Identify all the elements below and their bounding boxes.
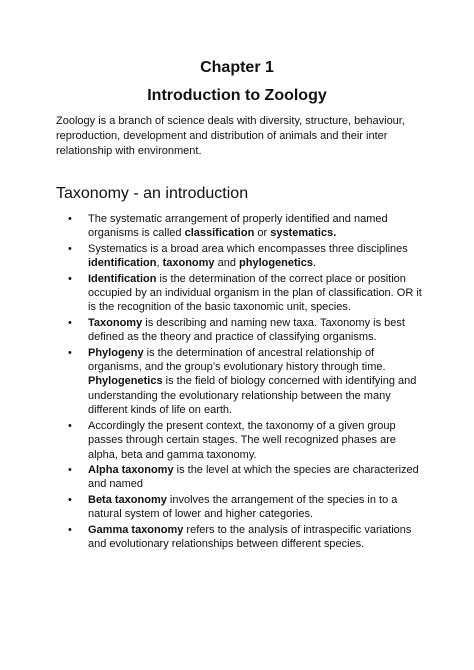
list-item-term: Phylogenetics <box>88 375 163 388</box>
list-item-term: Taxonomy <box>88 316 143 329</box>
list-item-text: Systematics is a broad area which encompasses three disciplines <box>88 242 408 255</box>
list-item <box>56 523 428 552</box>
list-item-text: and <box>214 257 240 270</box>
list-item-term: taxonomy <box>162 257 215 270</box>
list-item <box>56 346 428 418</box>
list-item-term: systematics. <box>270 227 337 240</box>
list-item <box>56 419 428 462</box>
list-item-text: is the determination of ancestral relationship of organisms, and the group’s evolutionary history through time. <box>88 346 386 374</box>
list-item-term: Beta taxonomy <box>88 493 167 506</box>
list-item-text: involves the arrangement of the species in to a natural system of lower and higher categories. <box>88 493 398 521</box>
bullet-icon: • <box>68 523 72 536</box>
list-item-text: . <box>312 257 317 270</box>
bullet-icon: • <box>68 242 72 255</box>
page-title: Introduction to Zoology <box>147 87 327 104</box>
bullet-icon: • <box>68 316 72 329</box>
list-item-text: is the level at which the species are characterized and named <box>88 463 419 491</box>
list-item <box>56 212 428 241</box>
list-item-text: is the determination of the correct place or position occupied by an individual organism in the plan of classification. OR it is the recognition of the basic taxonomic unit, species. <box>88 272 422 314</box>
section-heading: Taxonomy - an introduction <box>56 185 249 202</box>
list-item-term: identification <box>88 257 157 270</box>
bullet-icon: • <box>68 213 72 225</box>
bullet-list <box>56 212 428 552</box>
list-item-text: Accordingly the present context, the taxonomy of a given group passes through certain stages. The well recognized phases are alpha, beta and gamma taxonomy. <box>88 419 396 461</box>
list-item-text: The systematic arrangement of properly identified and named organisms is called <box>88 213 388 240</box>
list-item <box>56 316 428 345</box>
list-item-text: refers to the analysis of intraspecific variations and evolutionary relationships between different species. <box>88 523 412 550</box>
list-item-term: classification <box>184 227 255 240</box>
list-item-term: Gamma taxonomy <box>88 523 184 536</box>
bullet-icon: • <box>68 272 72 285</box>
bullet-icon: • <box>68 419 72 432</box>
list-item <box>56 493 428 522</box>
list-item-term: Phylogeny <box>88 346 144 359</box>
bullet-icon: • <box>68 463 72 476</box>
bullet-icon: • <box>68 346 72 359</box>
chapter-label: Chapter 1 <box>200 59 274 76</box>
list-item-term: Alpha taxonomy <box>88 463 174 476</box>
list-item-text: is describing and naming new taxa. Taxonomy is best defined as the theory and practice of classifying organisms. <box>88 316 405 344</box>
list-item <box>56 242 428 271</box>
bullet-icon: • <box>68 493 72 506</box>
list-item <box>56 272 428 315</box>
list-item-text: , <box>156 257 163 270</box>
list-item <box>56 463 428 492</box>
list-item-text: or <box>254 227 271 240</box>
intro-paragraph: Zoology is a branch of science deals with diversity, structure, behaviour, reproduction, development and distribution of animals and their inter relationship with environment. <box>56 115 405 157</box>
list-item-term: phylogenetics <box>239 257 313 270</box>
list-item-term: Identification <box>88 272 157 285</box>
list-item-text: is the field of biology concerned with identifying and understanding the evolutionary relationship between the many different kinds of life on earth. <box>88 375 417 417</box>
